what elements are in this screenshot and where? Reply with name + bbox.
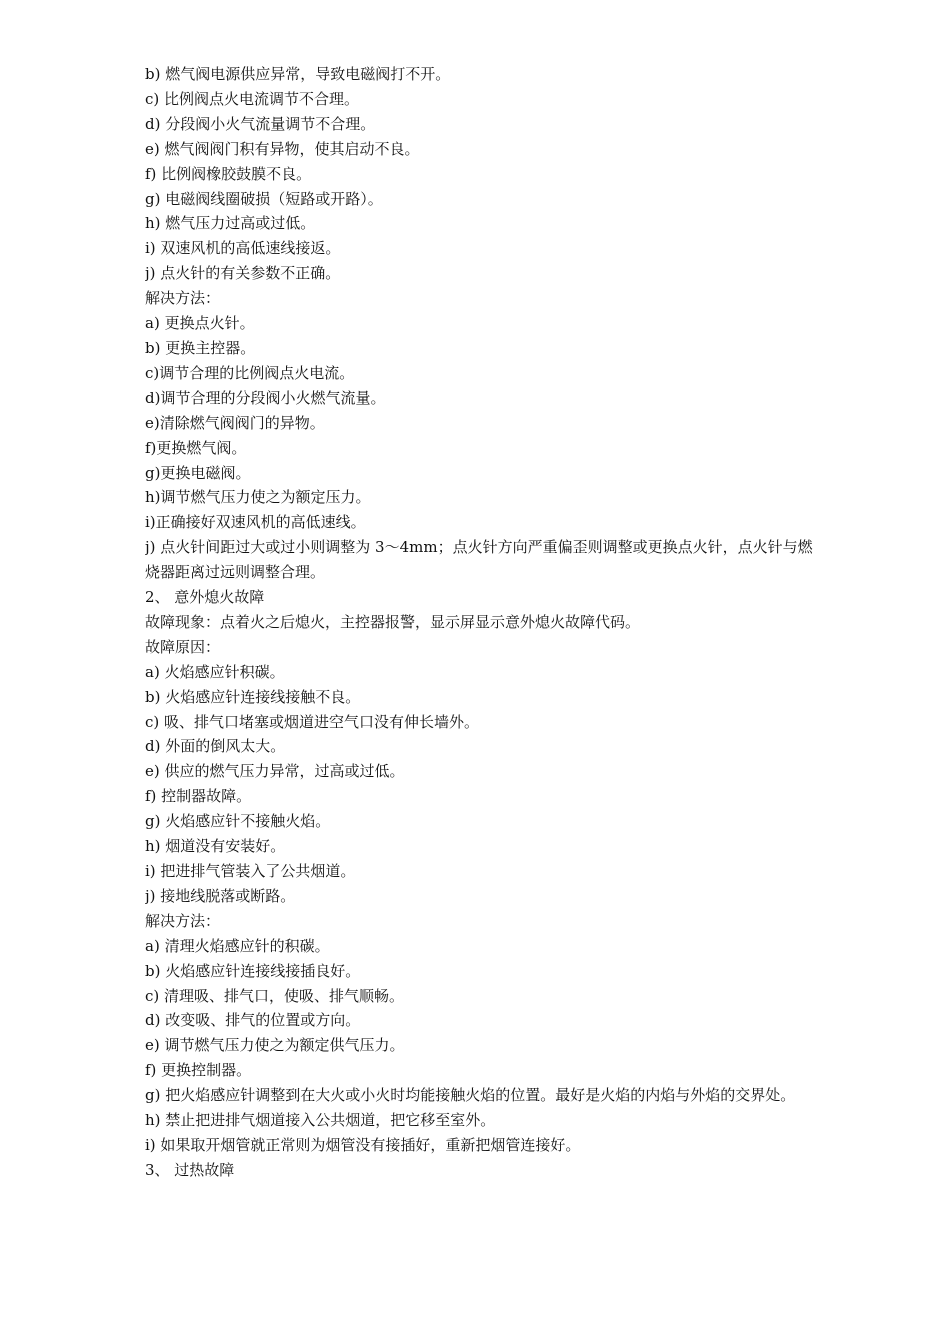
text-line: d)调节合理的分段阀小火燃气流量。 bbox=[145, 388, 386, 407]
text-paragraph: j) 点火针间距过大或过小则调整为 3～4mm；点火针方向严重偏歪则调整或更换点火针，点火针与燃烧器距离过远则调整合理。 bbox=[145, 538, 813, 582]
text-line: e) 调节燃气压力使之为额定供气压力。 bbox=[145, 1036, 405, 1055]
text-line: a) 火焰感应针积碳。 bbox=[145, 662, 285, 681]
text-line: h) 烟道没有安装好。 bbox=[145, 837, 286, 856]
text-line: e) 燃气阀阀门积有异物，使其启动不良。 bbox=[145, 139, 420, 158]
text-line: 故障现象：点着火之后熄火，主控器报警，显示屏显示意外熄火故障代码。 bbox=[145, 612, 641, 631]
text-line: f) 更换控制器。 bbox=[145, 1061, 252, 1080]
text-line: f) 控制器故障。 bbox=[145, 787, 252, 806]
text-line: a) 更换点火针。 bbox=[145, 314, 255, 333]
text-line: g) 电磁阀线圈破损（短路或开路）。 bbox=[145, 189, 383, 208]
text-line: c)调节合理的比例阀点火电流。 bbox=[145, 363, 355, 382]
text-line: e) 供应的燃气压力异常，过高或过低。 bbox=[145, 762, 405, 781]
text-line: i) 把进排气管装入了公共烟道。 bbox=[145, 862, 356, 880]
text-line: f) 比例阀橡胶鼓膜不良。 bbox=[145, 164, 312, 183]
text-line: i)正确接好双速风机的高低速线。 bbox=[145, 513, 366, 532]
text-line: h) 燃气压力过高或过低。 bbox=[145, 214, 316, 233]
document-page bbox=[145, 62, 813, 1183]
text-line: h)调节燃气压力使之为额定压力。 bbox=[145, 488, 371, 507]
section-heading: 3、 过热故障 bbox=[145, 1160, 235, 1179]
text-line: b) 火焰感应针连接线接插良好。 bbox=[145, 961, 361, 980]
text-line: d) 分段阀小火气流量调节不合理。 bbox=[145, 114, 376, 133]
text-paragraph: g) 把火焰感应针调整到在大火或小火时均能接触火焰的位置。最好是火焰的内焰与外焰的交界处。 bbox=[145, 1086, 796, 1105]
text-line: b) 燃气阀电源供应异常，导致电磁阀打不开。 bbox=[145, 65, 451, 83]
text-line: d) 外面的倒风太大。 bbox=[145, 737, 286, 756]
section-label-cause: 故障原因： bbox=[145, 637, 221, 656]
text-line: e)清除燃气阀阀门的异物。 bbox=[145, 413, 325, 432]
text-line: g)更换电磁阀。 bbox=[145, 463, 251, 482]
text-line: i) 双速风机的高低速线接返。 bbox=[145, 239, 341, 258]
text-line: a) 清理火焰感应针的积碳。 bbox=[145, 936, 330, 955]
text-line: b) 更换主控器。 bbox=[145, 338, 256, 357]
section-heading: 2、 意外熄火故障 bbox=[145, 588, 265, 607]
text-line: c) 比例阀点火电流调节不合理。 bbox=[145, 89, 360, 108]
text-line: b) 火焰感应针连接线接触不良。 bbox=[145, 687, 361, 706]
text-line: c) 吸、排气口堵塞或烟道进空气口没有伸长墙外。 bbox=[145, 712, 480, 731]
section-label-solution: 解决方法： bbox=[145, 289, 221, 308]
text-line: f)更换燃气阀。 bbox=[145, 438, 247, 457]
text-line: c) 清理吸、排气口，使吸、排气顺畅。 bbox=[145, 986, 405, 1005]
text-line: j) 点火针的有关参数不正确。 bbox=[145, 264, 341, 283]
text-line: j) 接地线脱落或断路。 bbox=[145, 886, 296, 905]
text-line: h) 禁止把进排气烟道接入公共烟道，把它移至室外。 bbox=[145, 1111, 496, 1130]
text-line: i) 如果取开烟管就正常则为烟管没有接插好，重新把烟管连接好。 bbox=[145, 1135, 581, 1154]
text-line: d) 改变吸、排气的位置或方向。 bbox=[145, 1011, 361, 1030]
section-label-solution: 解决方法： bbox=[145, 911, 221, 930]
text-line: g) 火焰感应针不接触火焰。 bbox=[145, 812, 331, 831]
